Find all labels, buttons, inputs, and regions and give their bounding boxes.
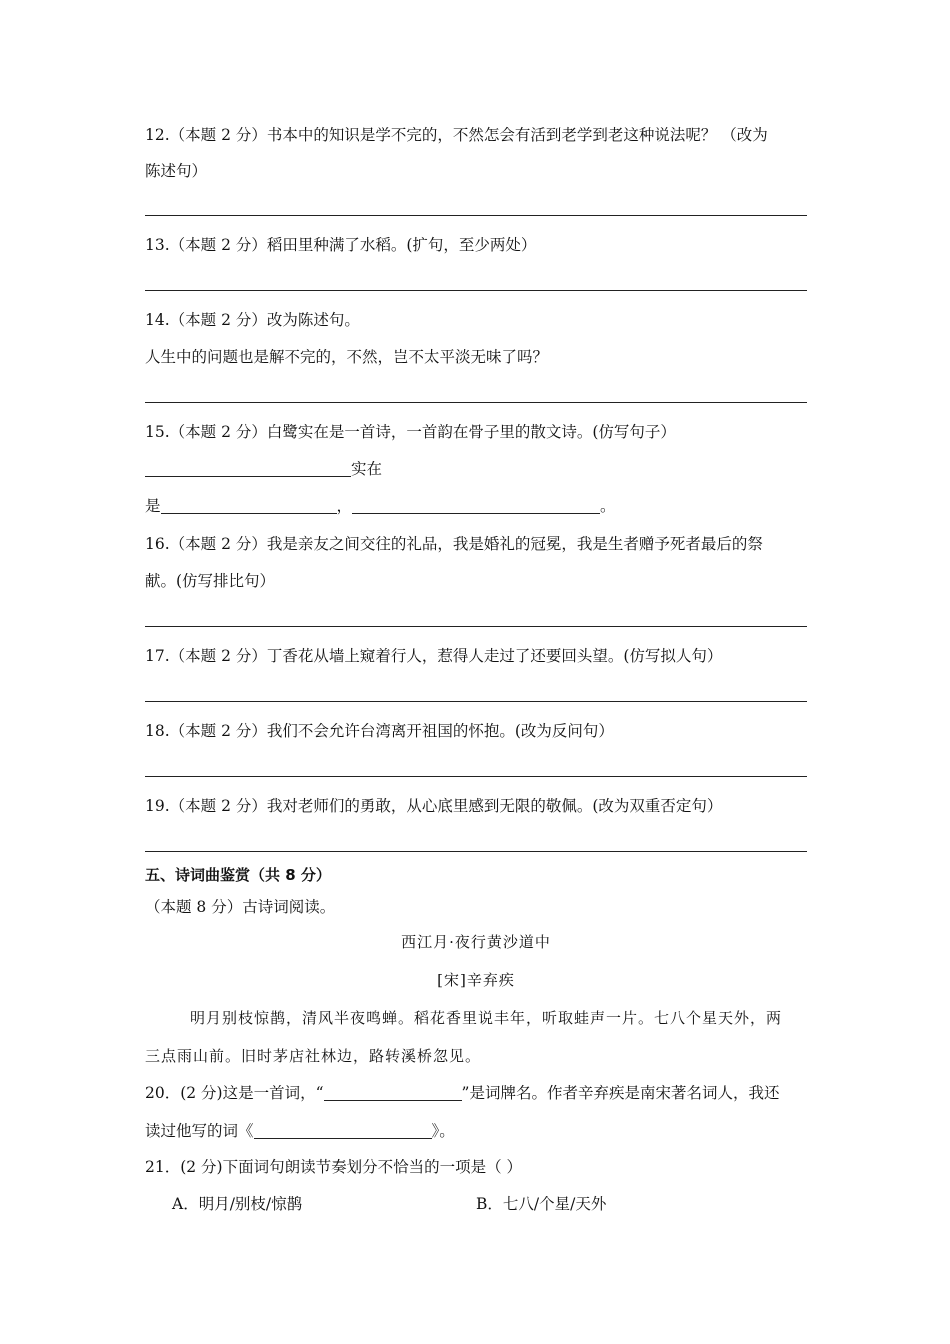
question-20-line1: [145, 1082, 810, 1104]
answer-line-17[interactable]: [145, 701, 807, 702]
poem-author: [宋]辛弃疾: [437, 971, 515, 989]
question-15-period: 。: [600, 497, 616, 515]
question-16-line2: 献。(仿写排比句）: [145, 572, 276, 590]
question-20-prefix: 20．(2 分)这是一首词，“: [145, 1084, 324, 1102]
poem-line1: 明月别枝惊鹊，清风半夜鸣蝉。稻花香里说丰年，听取蛙声一片。七八个星天外，两: [190, 1009, 783, 1027]
fill-blank-20a[interactable]: [324, 1084, 462, 1101]
answer-line-16[interactable]: [145, 626, 807, 627]
question-17: 17.（本题 2 分）丁香花从墙上窥着行人，惹得人走过了还要回头望。(仿写拟人句）: [145, 647, 723, 665]
question-15-suffix: 实在: [351, 460, 383, 478]
poem-title: 西江月·夜行黄沙道中: [401, 933, 551, 951]
question-18: 18.（本题 2 分）我们不会允许台湾离开祖国的怀抱。(改为反问句）: [145, 722, 614, 740]
question-15-comma: ，: [336, 497, 353, 515]
question-13: 13.（本题 2 分）稻田里种满了水稻。(扩句，至少两处）: [145, 236, 537, 254]
question-16-line1: 16.（本题 2 分）我是亲友之间交往的礼品，我是婚礼的冠冕，我是生者赠予死者最后的祭: [145, 535, 763, 553]
question-14-line1: 14.（本题 2 分）改为陈述句。: [145, 311, 360, 329]
question-20-line2-prefix: 读过他写的词《: [145, 1122, 254, 1140]
poem-line2: 三点雨山前。旧时茅店社林边，路转溪桥忽见。: [145, 1047, 482, 1065]
question-20-line2-suffix: 》。: [431, 1122, 455, 1140]
question-19: 19.（本题 2 分）我对老师们的勇敢，从心底里感到无限的敬佩。(改为双重否定句）: [145, 797, 723, 815]
answer-line-18[interactable]: [145, 776, 807, 777]
question-14-line2: 人生中的问题也是解不完的，不然，岂不太平淡无味了吗？: [145, 348, 549, 366]
question-15-prefix: 是: [145, 497, 161, 515]
question-15-line3: [145, 495, 810, 517]
question-15-line2: [145, 458, 810, 480]
question-21: 21．(2 分)下面词句朗读节奏划分不恰当的一项是（ ）: [145, 1158, 523, 1176]
question-20-line2: [145, 1120, 810, 1142]
question-12-line1: 12.（本题 2 分）书本中的知识是学不完的，不然怎会有活到老学到老这种说法呢？ （改为: [145, 126, 768, 144]
answer-line-14[interactable]: [145, 402, 807, 403]
fill-blank-20b[interactable]: [254, 1122, 432, 1139]
fill-blank-15b[interactable]: [161, 497, 337, 514]
answer-line-13[interactable]: [145, 290, 807, 291]
fill-blank-15a[interactable]: [145, 460, 351, 477]
fill-blank-15c[interactable]: [352, 497, 600, 514]
question-20-mid: ”是词牌名。作者辛弃疾是南宋著名词人，我还: [461, 1084, 780, 1102]
option-b[interactable]: B．七八/个星/天外: [476, 1195, 607, 1213]
question-15-line1: 15.（本题 2 分）白鹭实在是一首诗，一首韵在骨子里的散文诗。(仿写句子）: [145, 423, 676, 441]
answer-line-12[interactable]: [145, 215, 807, 216]
question-12-line2: 陈述句）: [145, 162, 208, 180]
option-a[interactable]: A．明月/别枝/惊鹊: [172, 1195, 303, 1213]
answer-line-19[interactable]: [145, 851, 807, 852]
section-heading: 五、诗词曲鉴赏（共 8 分）: [145, 866, 331, 884]
section-intro: （本题 8 分）古诗词阅读。: [145, 898, 336, 916]
